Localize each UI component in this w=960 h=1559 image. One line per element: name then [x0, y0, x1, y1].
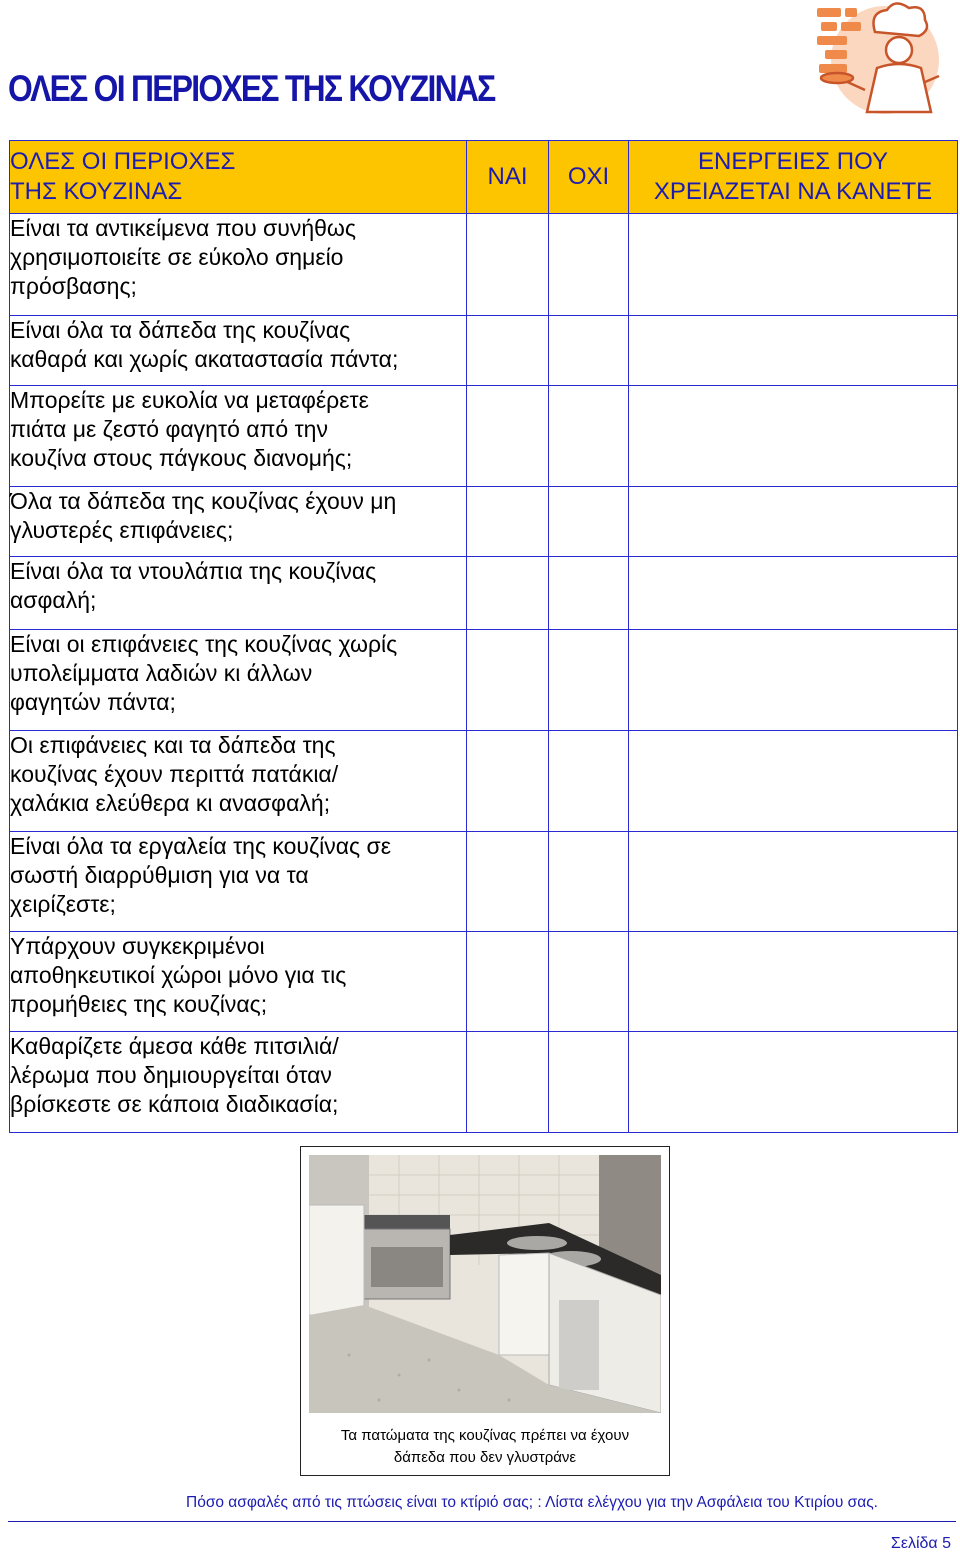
question-line: Είναι όλα τα εργαλεία της κουζίνας σε [10, 833, 391, 859]
question-line: κουζίνα στους πάγκους διανομής; [10, 445, 353, 471]
no-cell[interactable] [549, 832, 629, 932]
question-line: Όλα τα δάπεδα της κουζίνας έχουν μη [10, 488, 397, 514]
actions-cell[interactable] [629, 487, 958, 557]
yes-cell[interactable] [467, 1032, 549, 1133]
yes-cell[interactable] [467, 557, 549, 630]
question-line: πρόσβασης; [10, 273, 137, 299]
question-cell [10, 731, 467, 832]
header-actions [629, 141, 958, 214]
footer-divider [8, 1521, 956, 1522]
photo-caption [301, 1425, 669, 1469]
question-cell [10, 1032, 467, 1133]
question-cell [10, 487, 467, 557]
header-question [10, 141, 467, 214]
question-line: χαλάκια ελεύθερα κι ανασφαλή; [10, 790, 331, 816]
checklist-table [9, 140, 958, 1133]
question-cell [10, 316, 467, 386]
yes-cell[interactable] [467, 386, 549, 487]
table-header-row [10, 141, 958, 214]
yes-cell[interactable] [467, 487, 549, 557]
table-row [10, 630, 958, 731]
no-cell[interactable] [549, 630, 629, 731]
question-line: Είναι όλα τα ντουλάπια της κουζίνας [10, 558, 377, 584]
question-line: Καθαρίζετε άμεσα κάθε πιτσιλιά/ [10, 1033, 339, 1059]
photo-caption-line1: Τα πατώματα της κουζίνας πρέπει να έχουν [340, 1427, 630, 1444]
photo-caption-line2: δάπεδα που δεν γλυστράνε [393, 1449, 577, 1466]
table-row [10, 386, 958, 487]
no-cell[interactable] [549, 487, 629, 557]
page-title: ΟΛΕΣ ΟΙ ΠΕΡΙΟΧΕΣ ΤΗΣ ΚΟΥΖΙΝΑΣ [8, 68, 495, 109]
actions-cell[interactable] [629, 386, 958, 487]
chef-logo-icon [805, 2, 955, 120]
table-row [10, 932, 958, 1032]
question-line: Μπορείτε με ευκολία να μεταφέρετε [10, 387, 369, 413]
footer-text: Πόσο ασφαλές από τις πτώσεις είναι το κτίριό σας; : Λίστα ελέγχου για την Ασφάλεια του Κτιρίου σας. [186, 1494, 878, 1511]
question-line: καθαρά και χωρίς ακαταστασία πάντα; [10, 346, 399, 372]
yes-cell[interactable] [467, 214, 549, 316]
header-actions-line2: ΧΡΕΙΑΖΕΤΑΙ ΝΑ ΚΑΝΕΤΕ [653, 178, 933, 205]
page-number: Σελίδα 5 [890, 1535, 951, 1552]
header-actions-line1: ΕΝΕΡΓΕΙΕΣ ΠΟΥ [698, 148, 888, 175]
actions-cell[interactable] [629, 557, 958, 630]
table-row [10, 214, 958, 316]
table-row [10, 557, 958, 630]
question-line: προμήθειες της κουζίνας; [10, 991, 268, 1017]
yes-cell[interactable] [467, 832, 549, 932]
table-row [10, 1032, 958, 1133]
no-cell[interactable] [549, 1032, 629, 1133]
question-cell [10, 557, 467, 630]
question-line: Υπάρχουν συγκεκριμένοι [10, 933, 265, 959]
no-cell[interactable] [549, 214, 629, 316]
header-yes: ΝΑΙ [467, 141, 549, 214]
kitchen-photo [309, 1155, 661, 1413]
question-line: Είναι τα αντικείμενα που συνήθως [10, 215, 356, 241]
question-line: χρησιμοποιείτε σε εύκολο σημείο [10, 244, 344, 270]
question-line: ασφαλή; [10, 587, 97, 613]
question-line: Οι επιφάνειες και τα δάπεδα της [10, 732, 336, 758]
actions-cell[interactable] [629, 316, 958, 386]
yes-cell[interactable] [467, 932, 549, 1032]
question-line: Είναι οι επιφάνειες της κουζίνας χωρίς [10, 631, 398, 657]
actions-cell[interactable] [629, 731, 958, 832]
header-question-line2: ΤΗΣ ΚΟΥΖΙΝΑΣ [10, 178, 183, 205]
question-line: σωστή διαρρύθμιση για να τα [10, 862, 309, 888]
header-question-line1: ΟΛΕΣ ΟΙ ΠΕΡΙΟΧΕΣ [10, 148, 236, 175]
question-line: βρίσκεστε σε κάποια διαδικασία; [10, 1091, 339, 1117]
actions-cell[interactable] [629, 1032, 958, 1133]
question-line: κουζίνας έχουν περιττά πατάκια/ [10, 761, 339, 787]
header-no: ΟΧΙ [549, 141, 629, 214]
actions-cell[interactable] [629, 932, 958, 1032]
question-cell [10, 630, 467, 731]
actions-cell[interactable] [629, 214, 958, 316]
table-row [10, 832, 958, 932]
question-line: φαγητών πάντα; [10, 689, 176, 715]
question-cell [10, 214, 467, 316]
kitchen-photo-frame [300, 1146, 670, 1476]
yes-cell[interactable] [467, 316, 549, 386]
yes-cell[interactable] [467, 731, 549, 832]
no-cell[interactable] [549, 932, 629, 1032]
table-row [10, 487, 958, 557]
question-line: λέρωμα που δημιουργείται όταν [10, 1062, 332, 1088]
no-cell[interactable] [549, 557, 629, 630]
actions-cell[interactable] [629, 630, 958, 731]
question-cell [10, 932, 467, 1032]
table-row [10, 731, 958, 832]
question-line: Είναι όλα τα δάπεδα της κουζίνας [10, 317, 351, 343]
no-cell[interactable] [549, 731, 629, 832]
table-row [10, 316, 958, 386]
question-line: χειρίζεστε; [10, 891, 116, 917]
question-line: αποθηκευτικοί χώροι μόνο για τις [10, 962, 347, 988]
no-cell[interactable] [549, 316, 629, 386]
question-line: γλυστερές επιφάνειες; [10, 517, 234, 543]
yes-cell[interactable] [467, 630, 549, 731]
actions-cell[interactable] [629, 832, 958, 932]
no-cell[interactable] [549, 386, 629, 487]
question-line: υπολείμματα λαδιών κι άλλων [10, 660, 313, 686]
question-line: πιάτα με ζεστό φαγητό από την [10, 416, 328, 442]
question-cell [10, 386, 467, 487]
question-cell [10, 832, 467, 932]
